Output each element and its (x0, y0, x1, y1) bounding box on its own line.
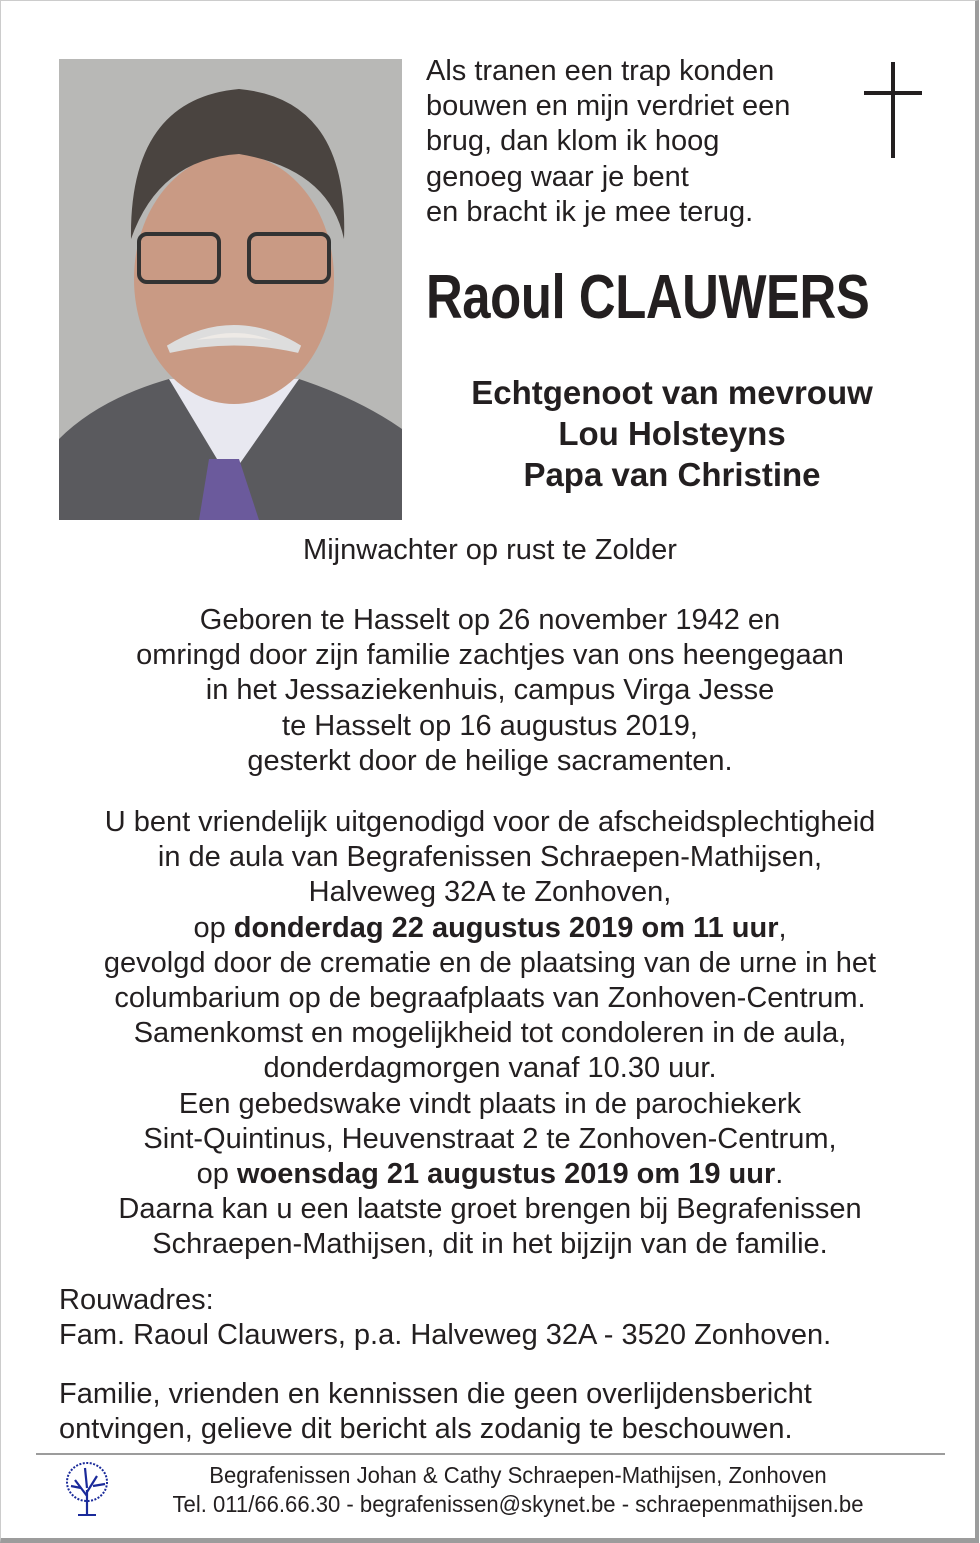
vigil-date: woensdag 21 augustus 2019 om 19 uur (236, 1158, 776, 1191)
address-label: Rouwadres: (59, 1284, 214, 1316)
ceremony-date-line (40, 911, 940, 946)
text: op (193, 911, 234, 944)
deceased-name: Raoul CLAUWERS (426, 263, 870, 332)
text-line: in het Jessaziekenhuis, campus Virga Jesse (205, 674, 775, 707)
birth-death-text (40, 603, 940, 779)
text-line: Halveweg 32A te Zonhoven, (308, 876, 672, 909)
text-line: Sint-Quintinus, Heuvenstraat 2 te Zonhoven-Centrum, (143, 1122, 837, 1155)
vigil-date-line (40, 1157, 940, 1192)
cross-icon (864, 62, 922, 158)
notice-text (59, 1377, 812, 1447)
text: . (775, 1158, 784, 1191)
text-line: ontvingen, gelieve dit bericht als zodanig te beschouwen. (59, 1413, 793, 1446)
relation-line: Echtgenoot van mevrouw (471, 374, 873, 411)
ceremony-text (40, 805, 940, 1263)
text: op (196, 1158, 237, 1191)
text-line: Schraepen-Mathijsen, dit in het bijzijn van de familie. (152, 1228, 828, 1261)
ceremony-date: donderdag 22 augustus 2019 om 11 uur (233, 911, 779, 944)
relation-line: Papa van Christine (523, 456, 821, 493)
text-line: U bent vriendelijk uitgenodigd voor de afscheidsplechtigheid (104, 806, 876, 838)
text-line: gesterkt door de heilige sacramenten. (247, 744, 733, 777)
text-line: omringd door zijn familie zachtjes van ons heengegaan (136, 639, 844, 672)
tree-logo-icon (63, 1462, 111, 1517)
poem-line: brug, dan klom ik hoog (426, 125, 720, 158)
text-line: te Hasselt op 16 augustus 2019, (282, 709, 698, 742)
text-line: in de aula van Begrafenissen Schraepen-Mathijsen, (157, 841, 823, 874)
poem (426, 54, 790, 230)
funeral-home-contact: Tel. 011/66.66.30 - begrafenissen@skynet.be - schraepenmathijsen.be (172, 1491, 864, 1517)
poem-line: Als tranen een trap konden (426, 55, 775, 87)
text-line: gevolgd door de crematie en de plaatsing van de urne in het (103, 946, 877, 979)
divider (36, 1453, 945, 1455)
relations (430, 372, 914, 495)
address-value: Fam. Raoul Clauwers, p.a. Halveweg 32A - 3520 Zonhoven. (59, 1319, 832, 1352)
text-line: Daarna kan u een laatste groet brengen bij Begrafenissen (118, 1193, 862, 1226)
text-line: Samenkomst en mogelijkheid tot condoleren in de aula, (133, 1017, 847, 1050)
text-line: donderdagmorgen vanaf 10.30 uur. (263, 1052, 717, 1085)
text: , (778, 911, 787, 944)
text-line: Een gebedswake vindt plaats in de parochiekerk (178, 1087, 802, 1120)
funeral-home-name: Begrafenissen Johan & Cathy Schraepen-Mathijsen, Zonhoven (209, 1462, 827, 1488)
mourning-address (59, 1283, 831, 1353)
text-line: Familie, vrienden en kennissen die geen overlijdensbericht (59, 1378, 812, 1410)
portrait-photo (59, 59, 402, 520)
relation-line: Lou Holsteyns (558, 415, 786, 452)
text-line: columbarium op de begraafplaats van Zonhoven-Centrum. (114, 982, 866, 1015)
text-line: Geboren te Hasselt op 26 november 1942 en (199, 604, 781, 636)
poem-line: bouwen en mijn verdriet een (426, 90, 791, 123)
funeral-home-footer (144, 1461, 893, 1519)
poem-line: en bracht ik je mee terug. (426, 195, 754, 228)
poem-line: genoeg waar je bent (426, 160, 689, 193)
occupation: Mijnwachter op rust te Zolder (303, 534, 677, 566)
